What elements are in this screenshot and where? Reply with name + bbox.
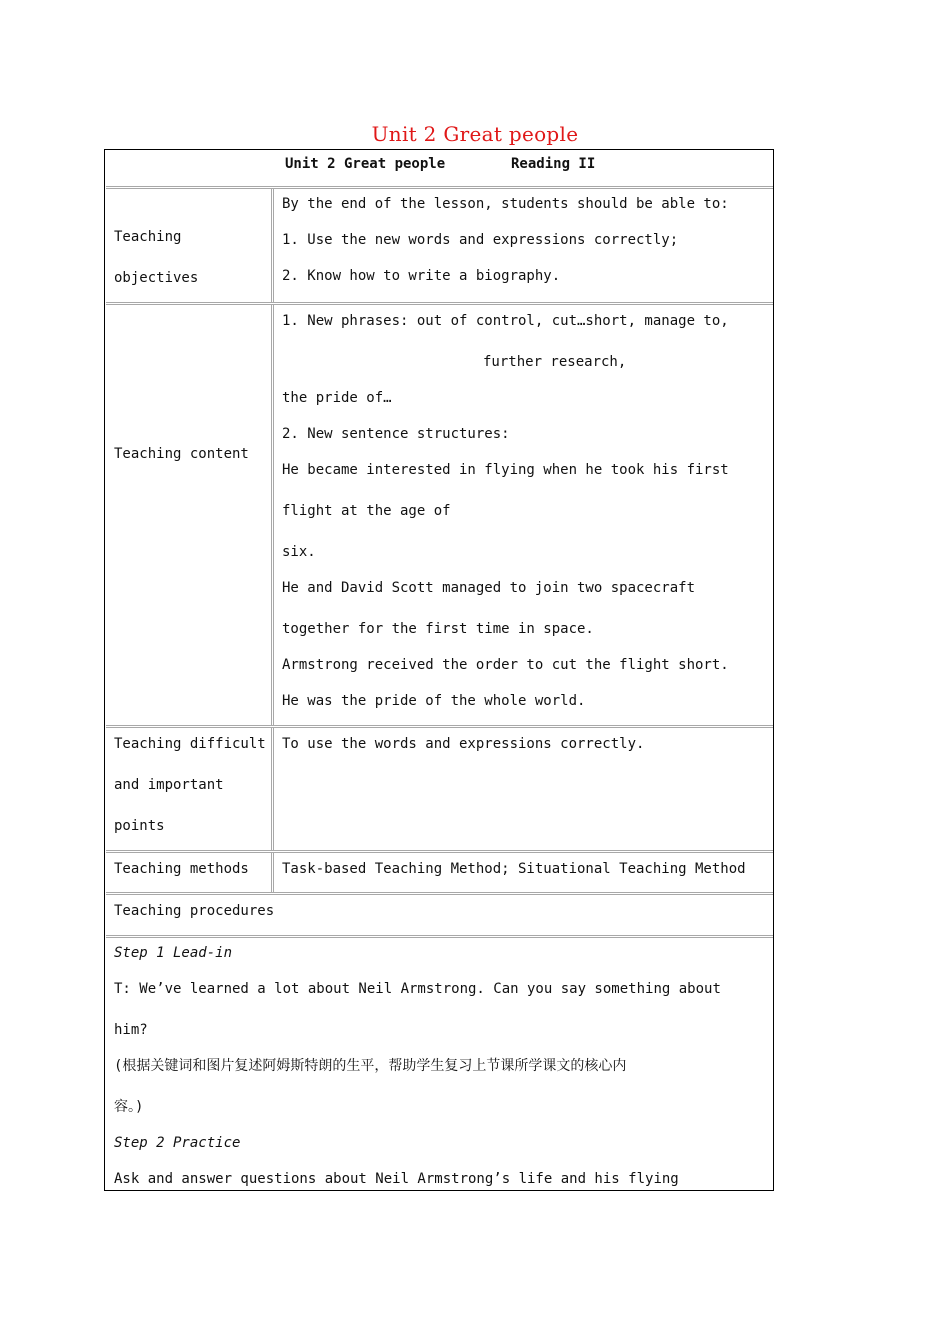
- row-separator: [106, 725, 774, 728]
- column-separator: [271, 189, 274, 302]
- content-line: together for the first time in space.: [282, 621, 594, 637]
- row-separator: [106, 850, 774, 853]
- content-line: He was the pride of the whole world.: [282, 693, 586, 709]
- methods-text: Task-based Teaching Method; Situational Teaching Method: [282, 861, 746, 877]
- procedures-label: Teaching procedures: [114, 903, 275, 919]
- content-line: He became interested in flying when he took his first: [282, 462, 729, 478]
- row-separator: [106, 892, 774, 895]
- content-line: 1. New phrases: out of control, cut…short, manage to,: [282, 313, 729, 329]
- content-line: the pride of…: [282, 390, 392, 406]
- difficult-text: To use the words and expressions correctly.: [282, 736, 645, 752]
- step2-heading: Step 2 Practice: [114, 1135, 241, 1151]
- row-separator: [106, 186, 774, 189]
- row-separator: [106, 935, 774, 938]
- content-line: further research,: [483, 354, 627, 370]
- content-line: Armstrong received the order to cut the flight short.: [282, 657, 729, 673]
- content-line: 2. New sentence structures:: [282, 426, 510, 442]
- objectives-line: 2. Know how to write a biography.: [282, 268, 561, 284]
- step2-line: Ask and answer questions about Neil Armstrong’s life and his flying: [114, 1171, 679, 1187]
- content-line: flight at the age of: [282, 503, 451, 519]
- header-unit: Unit 2 Great people: [285, 156, 446, 172]
- document-title: Unit 2 Great people: [371, 122, 579, 146]
- column-separator: [271, 305, 274, 725]
- step1-line: 容。): [114, 1099, 144, 1115]
- row-separator: [106, 302, 774, 305]
- objectives-line: 1. Use the new words and expressions correctly;: [282, 232, 679, 248]
- step1-line: (根据关键词和图片复述阿姆斯特朗的生平，帮助学生复习上节课所学课文的核心内: [114, 1058, 627, 1074]
- difficult-label-line: Teaching difficult: [114, 736, 266, 752]
- difficult-label-line: and important: [114, 777, 224, 793]
- objectives-label-line2: objectives: [114, 270, 199, 286]
- objectives-line: By the end of the lesson, students should be able to:: [282, 196, 729, 212]
- header-lesson: Reading II: [511, 156, 596, 172]
- step1-line: T: We’ve learned a lot about Neil Armstrong. Can you say something about: [114, 981, 721, 997]
- content-label: Teaching content: [114, 446, 249, 462]
- content-line: He and David Scott managed to join two spacecraft: [282, 580, 696, 596]
- methods-label: Teaching methods: [114, 861, 249, 877]
- objectives-label-line1: Teaching: [114, 229, 182, 245]
- step1-line: him?: [114, 1022, 148, 1038]
- step1-heading: Step 1 Lead-in: [114, 945, 233, 961]
- lesson-plan-table: [104, 149, 774, 1191]
- difficult-label-line: points: [114, 818, 165, 834]
- column-separator: [271, 853, 274, 892]
- column-separator: [271, 728, 274, 850]
- content-line: six.: [282, 544, 316, 560]
